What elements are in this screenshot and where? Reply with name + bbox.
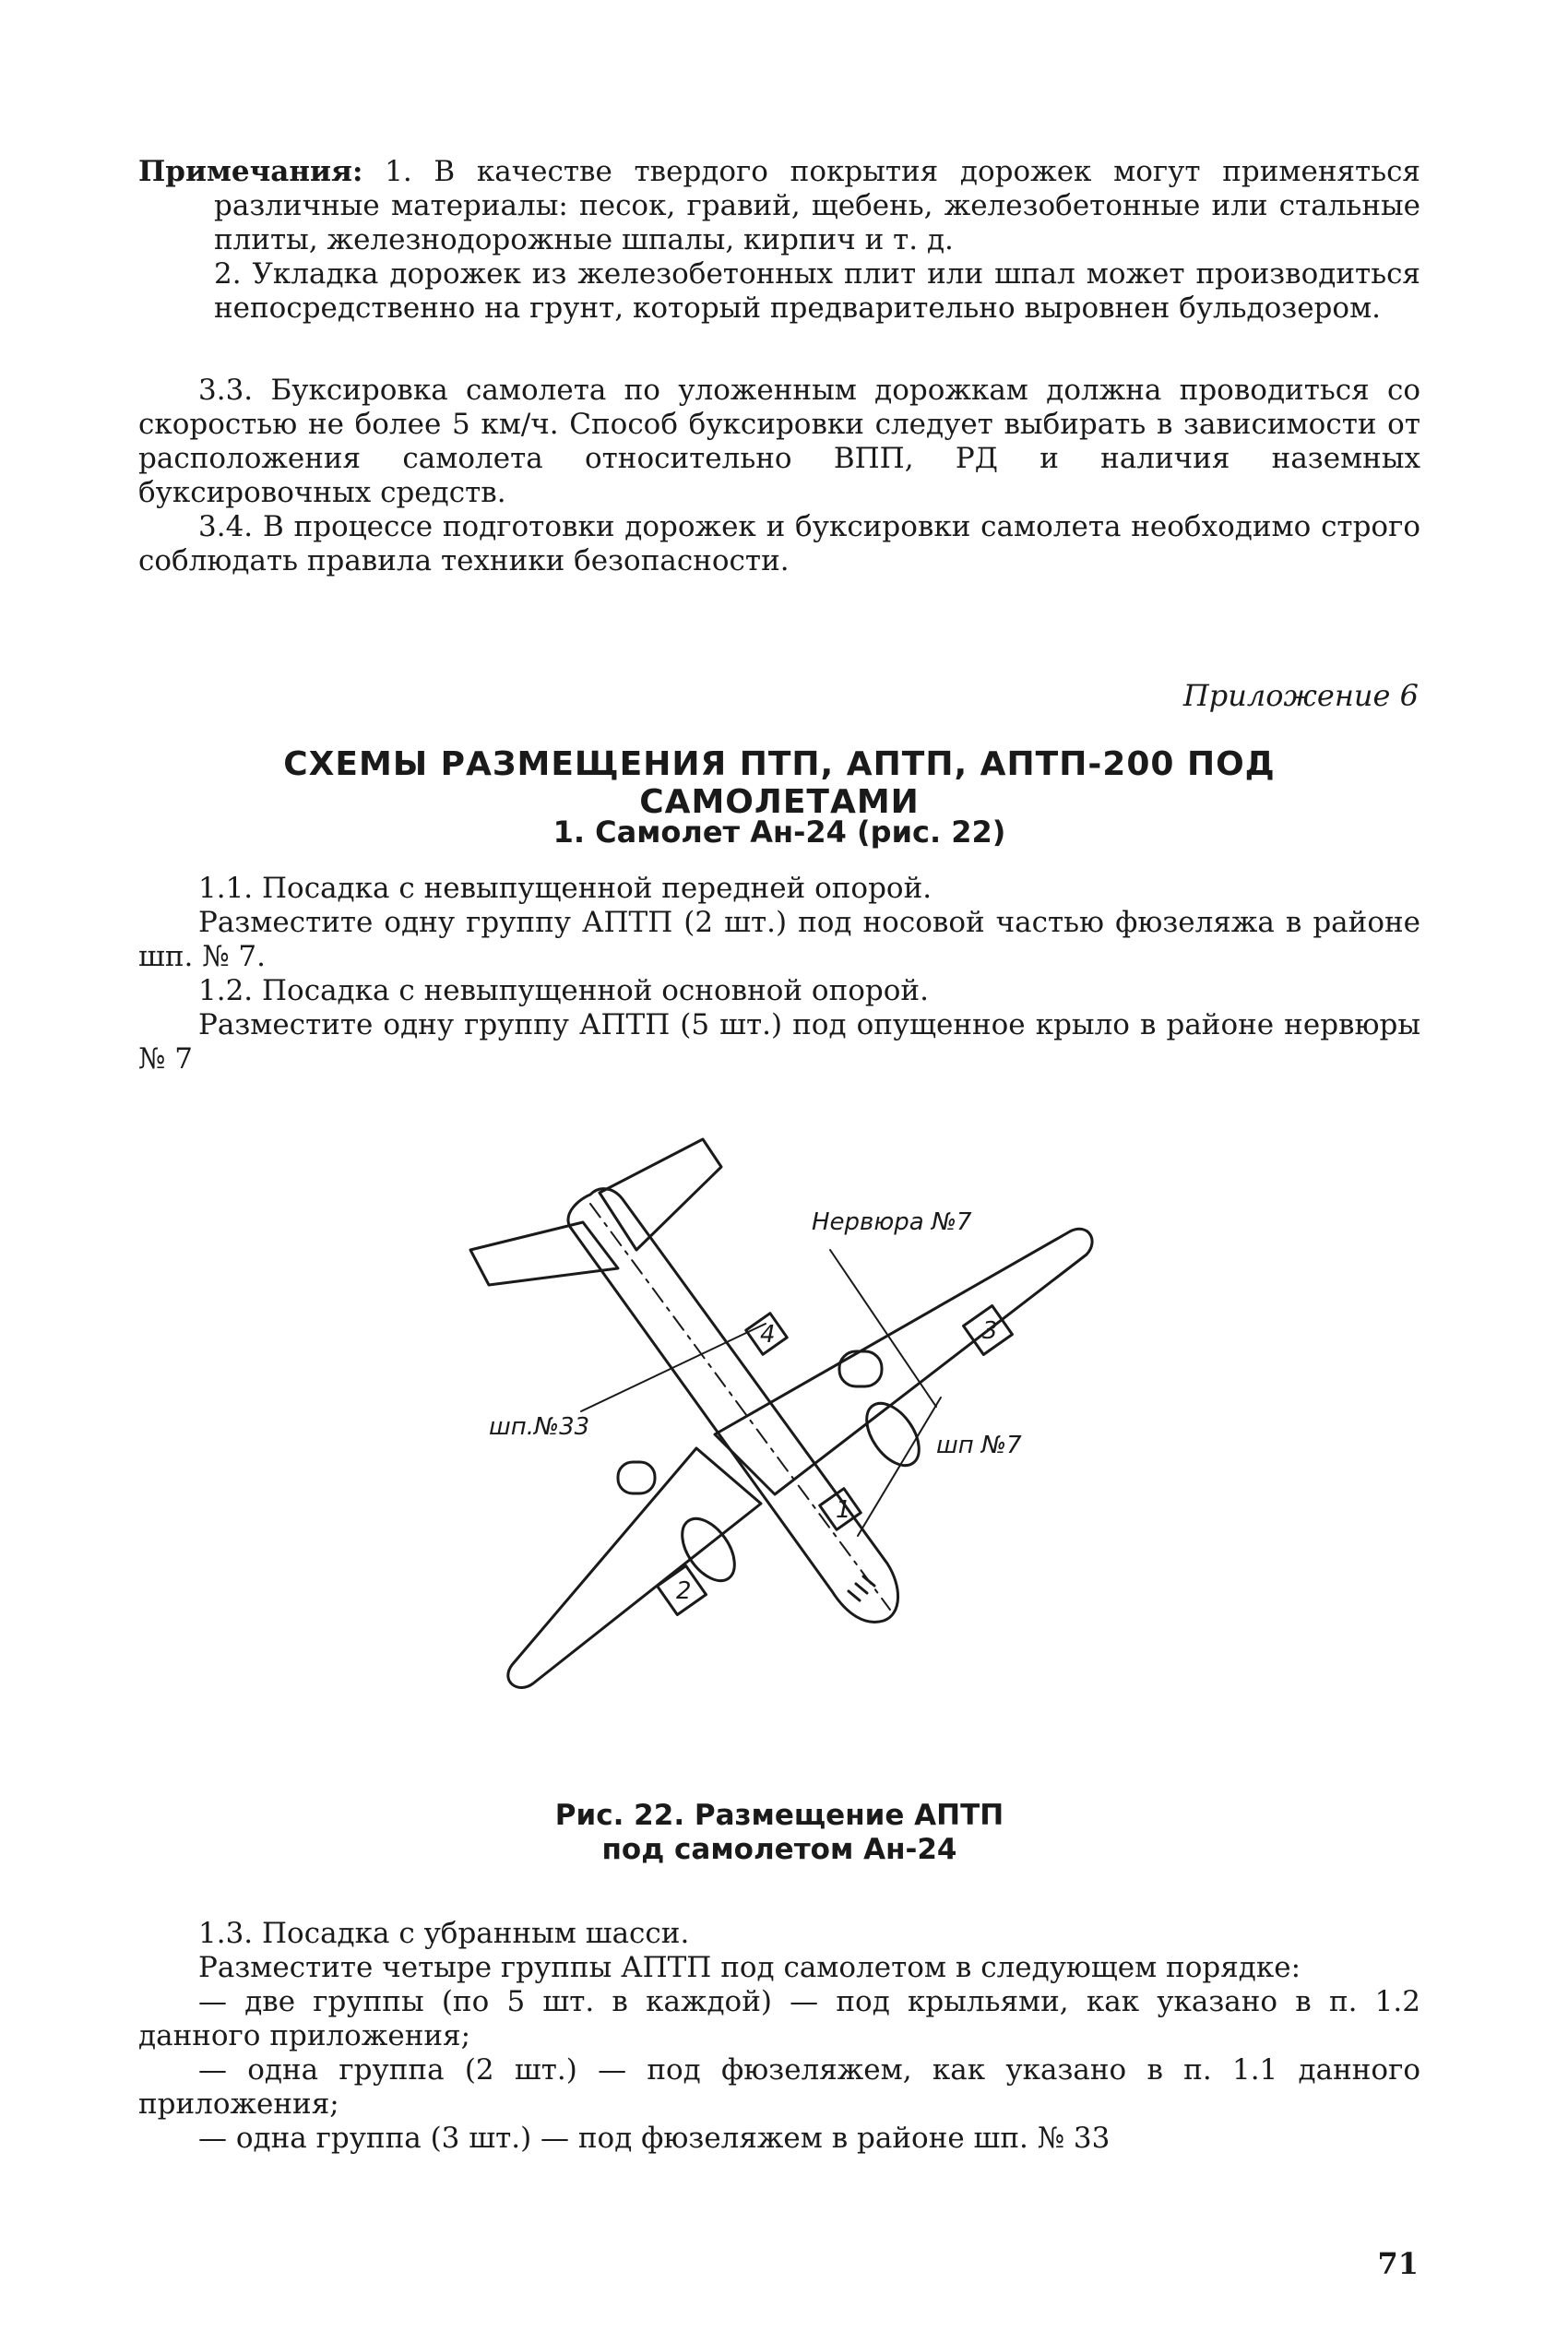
- section-1-3: [138, 1917, 1420, 2156]
- section-1: [138, 872, 1420, 1076]
- main-title: СХЕМЫ РАЗМЕЩЕНИЯ ПТП, АПТП, АПТП-200 ПОД САМОЛЕТАМИ: [283, 745, 1276, 821]
- caption-line-2: под самолетом Ан-24: [601, 1833, 957, 1866]
- paragraph-1-2: 1.2. Посадка с невыпущенной основной опорой.: [198, 974, 929, 1007]
- box-1-label: 1: [836, 1496, 851, 1524]
- fuselage-centerline: [590, 1204, 890, 1610]
- frame7-line: [858, 1397, 941, 1536]
- horizontal-stabilizer: [470, 1222, 618, 1285]
- box-3-label: 3: [982, 1317, 998, 1345]
- paragraph-1-3: 1.3. Посадка с убранным шасси.: [198, 1917, 690, 1950]
- list-item-2: — одна группа (2 шт.) — под фюзеляжем, как указано в п. 1.1 данного приложения;: [138, 2053, 1420, 2121]
- list-item-3: — одна группа (3 шт.) — под фюзеляжем в районе шп. № 33: [198, 2122, 1111, 2155]
- paragraph-1-3-text: Разместите четыре группы АПТП под самолетом в следующем порядке:: [198, 1951, 1301, 1984]
- wing-upper: [715, 1229, 1092, 1494]
- note-1: [138, 155, 1420, 257]
- sub-title: 1. Самолет Ан-24 (рис. 22): [552, 815, 1006, 850]
- note-2: 2. Укладка дорожек из железобетонных плит или шпал может производиться непосредственно на грунт, который предварительно выровнен бульдозером.: [214, 257, 1420, 325]
- paragraph-1-1-text: Разместите одну группу АПТП (2 шт.) под носовой частью фюзеляжа в районе шп. № 7.: [138, 906, 1420, 973]
- caption-line-1: Рис. 22. Размещение АПТП: [554, 1799, 1004, 1832]
- paragraph-1-1: 1.1. Посадка с невыпущенной передней опорой.: [198, 872, 932, 905]
- wing-lower: [508, 1448, 761, 1687]
- paragraph-3-4: 3.4. В процессе подготовки дорожек и буксировки самолета необходимо строго соблюдать правила техники безопасности.: [138, 510, 1420, 577]
- notes-label: Примечания:: [138, 155, 363, 188]
- aircraft-svg: [461, 1130, 1162, 1794]
- paragraph-1-2-text: Разместите одну группу АПТП (5 шт.) под опущенное крыло в районе нервюры № 7: [138, 1008, 1420, 1076]
- label-frame7: шп №7: [936, 1432, 1022, 1459]
- list-item-1: — две группы (по 5 шт. в каждой) — под крыльями, как указано в п. 1.2 данного приложения;: [138, 1985, 1420, 2052]
- appendix-label: Приложение 6: [1182, 678, 1419, 713]
- engine-nacelle-1: [839, 1351, 882, 1386]
- aircraft-diagram: [461, 1130, 1162, 1794]
- figure-caption: [138, 1799, 1420, 1867]
- nose-marks: [849, 1576, 874, 1600]
- box-2-label: 2: [676, 1577, 692, 1605]
- section-3: [138, 374, 1420, 578]
- engine-nacelle-4: [618, 1462, 655, 1493]
- note-1-text: 1. В качестве твердого покрытия дорожек могут применяться различные материалы: песок, гравий, щебень, железобетонные или стальные плиты, железнодорожные шпалы, кирпич и т. д.: [214, 155, 1420, 256]
- paragraph-3-3: 3.3. Буксировка самолета по уложенным дорожкам должна проводиться со скоростью не более 5 км/ч. Способ буксировки следует выбирать в зависимости от расположения самолета относительно ВПП, РД и наличия наземных буксировочных средств.: [138, 374, 1420, 509]
- page-number: 71: [1377, 2246, 1419, 2281]
- notes-block: [138, 155, 1420, 326]
- label-rib: Нервюра №7: [812, 1208, 972, 1236]
- box-4-label: 4: [760, 1321, 776, 1349]
- label-frame33: шп.№33: [489, 1413, 590, 1441]
- frame33-line: [581, 1324, 766, 1411]
